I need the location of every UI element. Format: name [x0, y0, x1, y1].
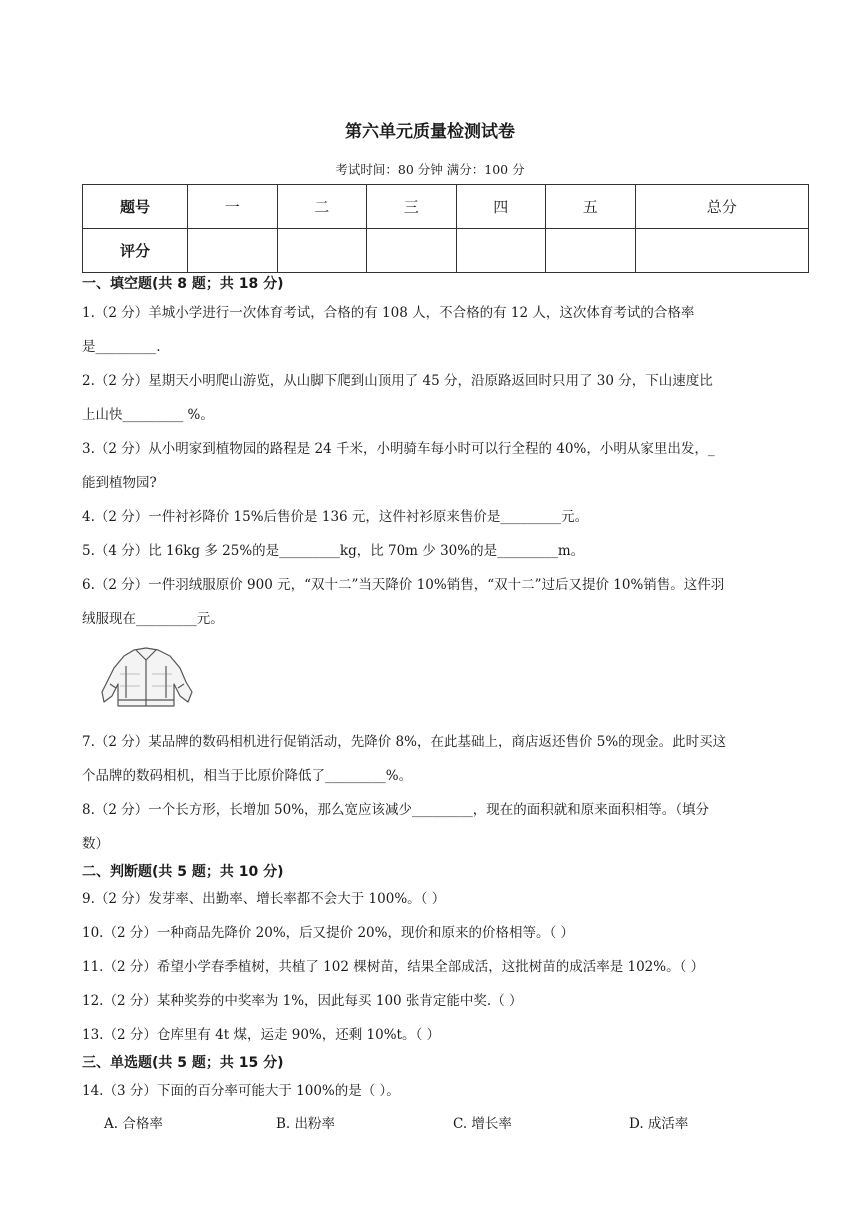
- row-header-number: 题号: [83, 185, 188, 229]
- score-cell[interactable]: [188, 229, 278, 273]
- question-text: 2.（2 分）星期天小明爬山游览，从山脚下爬到山顶用了 45 分，沿原路返回时只用了 30 分，下山速度比: [82, 373, 713, 389]
- question-text: 14.（3 分）下面的百分率可能大于 100%的是（ ）。: [82, 1083, 400, 1099]
- option-c[interactable]: C. 增长率: [453, 1116, 512, 1132]
- score-table: [82, 184, 809, 273]
- question-text: 上山快_________ %。: [82, 407, 214, 423]
- column-header: 一: [188, 185, 278, 229]
- section-heading: 二、判断题(共 5 题；共 10 分): [82, 864, 284, 880]
- score-cell[interactable]: [456, 229, 546, 273]
- column-header: 二: [277, 185, 367, 229]
- question-text: 能到植物园?: [82, 475, 157, 491]
- jacket-icon: [100, 644, 194, 712]
- option-d[interactable]: D. 成活率: [629, 1116, 689, 1132]
- question-text: 数）: [82, 836, 109, 852]
- question-text: 是_________.: [82, 339, 161, 355]
- exam-info: 考试时间：80 分钟 满分：100 分: [335, 162, 525, 177]
- score-cell[interactable]: [367, 229, 457, 273]
- question-text: 4.（2 分）一件衬衫降价 15%后售价是 136 元，这件衬衫原来售价是_________元。: [82, 509, 589, 525]
- option-b[interactable]: B. 出粉率: [276, 1116, 336, 1132]
- question-text: 8.（2 分）一个长方形，长增加 50%，那么宽应该减少_________，现在的面积就和原来面积相等。（填分: [82, 802, 710, 818]
- column-header: 三: [367, 185, 457, 229]
- column-header: 总分: [635, 185, 808, 229]
- question-text: 绒服现在_________元。: [82, 611, 224, 627]
- row-header-score: 评分: [83, 229, 188, 273]
- column-header: 五: [546, 185, 636, 229]
- question-text: 12.（2 分）某种奖券的中奖率为 1%，因此每买 100 张肯定能中奖.（ ）: [82, 993, 523, 1009]
- page-title: 第六单元质量检测试卷: [345, 122, 515, 142]
- question-text: 7.（2 分）某品牌的数码相机进行促销活动，先降价 8%，在此基础上，商店返还售价 5%的现金。此时买这: [82, 734, 727, 750]
- question-text: 6.（2 分）一件羽绒服原价 900 元，“双十二”当天降价 10%销售，“双十二”过后又提价 10%销售。这件羽: [82, 577, 725, 593]
- question-text: 5.（4 分）比 16kg 多 25%的是_________kg，比 70m 少 30%的是_________m。: [82, 543, 585, 559]
- section-heading: 三、单选题(共 5 题；共 15 分): [82, 1055, 284, 1071]
- column-header: 四: [456, 185, 546, 229]
- question-text: 9.（2 分）发芽率、出勤率、增长率都不会大于 100%。（ ）: [82, 891, 446, 907]
- question-text: 个品牌的数码相机，相当于比原价降低了_________%。: [82, 768, 413, 784]
- question-text: 10.（2 分）一种商品先降价 20%，后又提价 20%，现价和原来的价格相等。（ ）: [82, 925, 574, 941]
- score-cell[interactable]: [635, 229, 808, 273]
- option-a[interactable]: A. 合格率: [104, 1116, 163, 1132]
- question-text: 13.（2 分）仓库里有 4t 煤，运走 90%，还剩 10%t。（ ）: [82, 1027, 441, 1043]
- question-text: 1.（2 分）羊城小学进行一次体育考试，合格的有 108 人，不合格的有 12 人，这次体育考试的合格率: [82, 305, 695, 321]
- question-text: 11.（2 分）希望小学春季植树，共植了 102 棵树苗，结果全部成活，这批树苗的成活率是 102%。（ ）: [82, 959, 705, 975]
- section-heading: 一、填空题(共 8 题；共 18 分): [82, 276, 284, 292]
- score-cell[interactable]: [546, 229, 636, 273]
- score-cell[interactable]: [277, 229, 367, 273]
- table-row: [83, 229, 809, 273]
- table-row: [83, 185, 809, 229]
- question-text: 3.（2 分）从小明家到植物园的路程是 24 千米，小明骑车每小时可以行全程的 40%，小明从家里出发，_: [82, 441, 715, 457]
